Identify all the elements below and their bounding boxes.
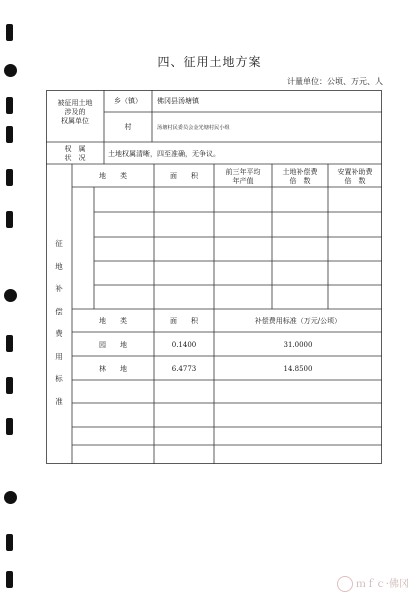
side-label-char: 征	[55, 239, 63, 248]
row-area: 0.1400	[171, 341, 197, 349]
side-label-char: 用	[55, 351, 63, 361]
lower-header-land-type: 地 类	[99, 317, 127, 325]
header-line: 年产值	[232, 176, 254, 185]
upper-header-avg-output	[214, 168, 272, 186]
upper-header-land-type: 地 类	[99, 172, 127, 180]
row-standard: 31.0000	[283, 341, 313, 349]
header-line: 土地补偿费	[282, 168, 318, 176]
binder-hole	[6, 534, 13, 551]
ownership-label-line: 权 属	[64, 145, 86, 153]
ownership-label-line: 状 况	[64, 153, 86, 162]
binder-hole	[6, 97, 13, 114]
row-land-type: 园 地	[99, 341, 127, 349]
row-land-type: 林 地	[99, 365, 127, 373]
owner-label-line: 涉及的	[64, 107, 86, 116]
side-label-char: 补	[55, 284, 63, 293]
lower-header-standard: 补偿费用标准（万元/公顷）	[254, 317, 342, 325]
binder-hole	[6, 169, 13, 186]
binder-hole	[6, 211, 13, 228]
upper-header-resettlement-multiple	[328, 168, 382, 186]
header-line: 前三年平均	[225, 168, 261, 176]
owner-label	[48, 99, 102, 125]
watermark-text: ｍｆｃ·佛冈	[355, 578, 409, 590]
header-line: 倍 数	[289, 176, 311, 185]
watermark	[337, 575, 409, 593]
village-value: 汤塘村民委员会金光塘村民小组	[157, 125, 230, 131]
row-standard: 14.8500	[283, 365, 313, 373]
side-label-char: 标	[55, 374, 63, 383]
upper-header-area: 面 积	[170, 172, 198, 180]
ownership-value: 土地权属清晰，四至准确，无争议。	[108, 150, 220, 158]
owner-label-line: 权属单位	[61, 116, 89, 125]
compensation-standard-side-label	[54, 240, 64, 420]
binder-hole	[6, 571, 13, 588]
watermark-seal-icon	[337, 576, 353, 592]
binder-hole	[4, 289, 17, 302]
ownership-label	[48, 145, 102, 163]
binder-hole	[4, 491, 17, 504]
land-plan-form	[46, 90, 382, 464]
binder-hole	[6, 418, 13, 435]
owner-label-line: 被征用土地	[57, 99, 93, 107]
header-line: 倍 数	[344, 176, 366, 185]
village-label: 村	[124, 123, 132, 131]
header-line: 安置补助费	[337, 168, 373, 176]
binder-hole	[6, 24, 13, 41]
township-label: 乡（镇）	[114, 97, 142, 105]
unit-label: 计量单位：公顷、万元、人	[287, 77, 383, 86]
binder-hole	[6, 335, 13, 352]
side-label-char: 准	[55, 396, 63, 406]
upper-header-land-comp-multiple	[272, 168, 328, 186]
binder-hole	[6, 126, 13, 143]
township-value: 佛冈县汤塘镇	[157, 97, 199, 105]
side-label-char: 费	[55, 329, 63, 338]
page-title: 四、征用土地方案	[157, 55, 262, 69]
binder-holes	[0, 0, 22, 600]
row-area: 6.4773	[171, 365, 197, 373]
binder-hole	[6, 377, 13, 394]
side-label-char: 地	[55, 261, 63, 271]
lower-header-area: 面 积	[170, 317, 198, 325]
side-label-char: 偿	[55, 306, 63, 316]
